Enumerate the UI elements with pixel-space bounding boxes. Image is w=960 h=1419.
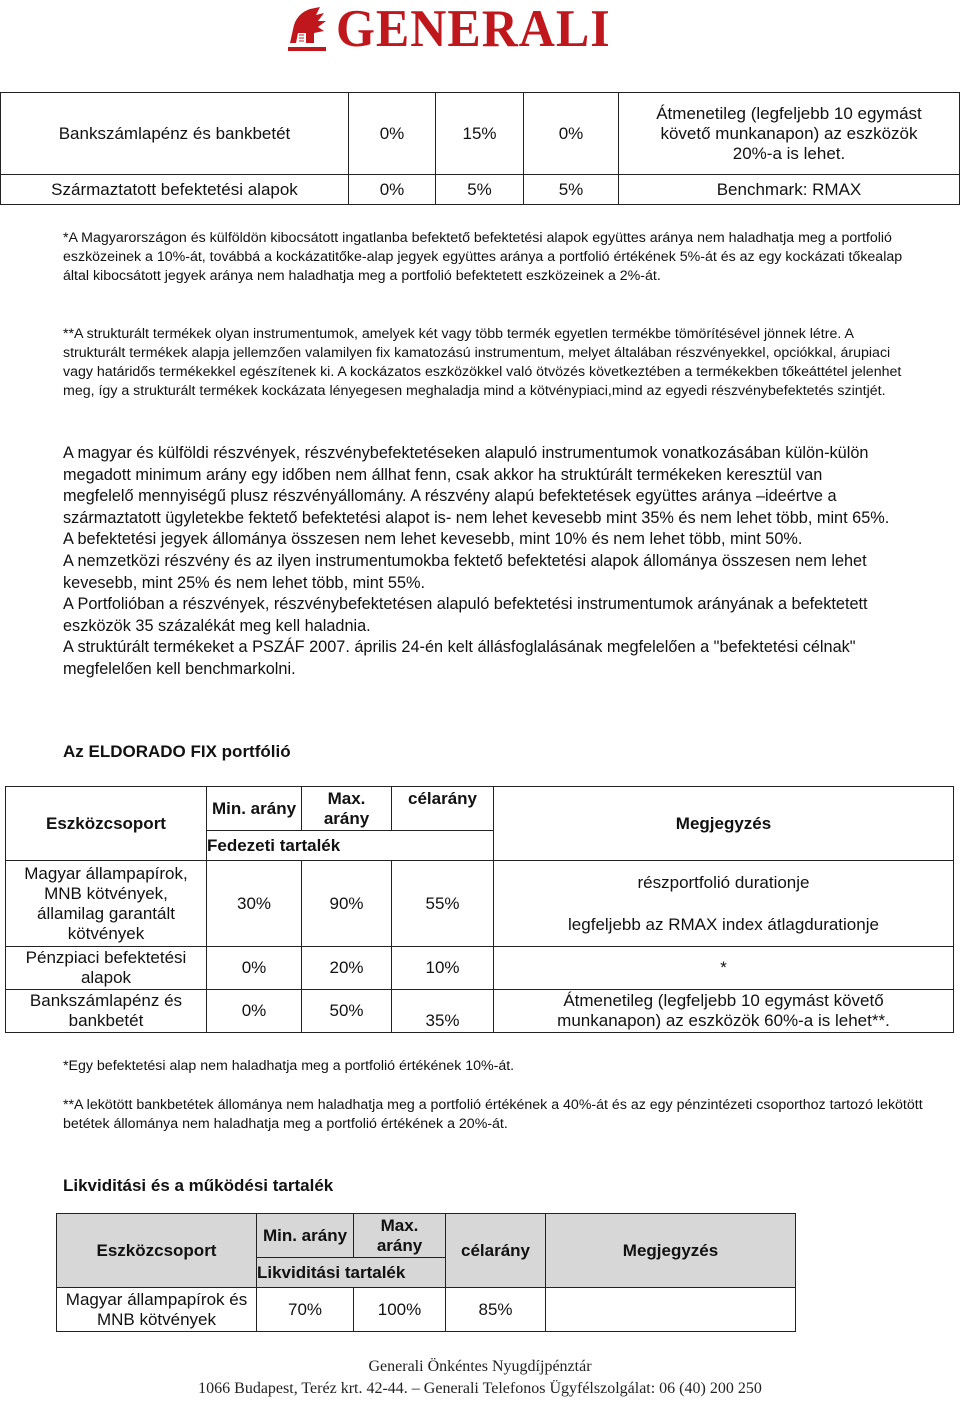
min-value: 70% [257, 1288, 354, 1332]
target-value: 0% [524, 93, 619, 175]
paragraph: A befektetési jegyek állománya összesen nem lehet kevesebb, mint 10% és nem lehet több, mint 50%. [63, 530, 803, 549]
max-value: 15% [436, 93, 524, 175]
brand-name: GENERALI [336, 0, 611, 58]
header-note: Megjegyzés [494, 787, 954, 861]
table-row [1, 93, 960, 175]
note-text: * [494, 947, 954, 990]
header-target: célarány [392, 787, 494, 831]
section-heading-eldorado: Az ELDORADO FIX portfólió [63, 742, 291, 761]
min-value: 0% [349, 175, 436, 205]
note-line: részportfolió durationje [637, 872, 810, 892]
asset-name: Bankszámlapénz és bankbetét [6, 990, 207, 1033]
min-value: 0% [207, 947, 302, 990]
investment-rules [63, 443, 893, 681]
target-value: 85% [446, 1288, 546, 1332]
max-value: 50% [302, 990, 392, 1033]
max-value: 20% [302, 947, 392, 990]
header-target: célarány [446, 1214, 546, 1288]
asset-name: Pénzpiaci befektetési alapok [6, 947, 207, 990]
asset-name: Magyar állampapírok és MNB kötvények [57, 1288, 257, 1332]
eldorado-table [5, 786, 954, 1033]
footnote-double-star: **A lekötött bankbetétek állománya nem haladhatja meg a portfolió értékének a 40%-át és az egy pénzintézeti csoporthoz tartozó lekötött betétek állománya nem haladhatja meg a portfolió értékének a 20%-át. [63, 1097, 923, 1132]
target-value: 55% [392, 861, 494, 947]
table-row [6, 990, 954, 1033]
paragraph: A nemzetközi részvény és az ilyen instrumentumokba fektető befektetési alapok állománya összesen nem lehet kevesebb, mint 25% és nem lehet több, mint 55%. [63, 551, 867, 592]
table-row [1, 175, 960, 205]
asset-name: Bankszámlapénz és bankbetét [1, 93, 349, 175]
footer-organization: Generali Önkéntes Nyugdíjpénztár [368, 1358, 592, 1375]
section-label: Fedezeti tartalék [207, 831, 494, 861]
header-max: Max. arány [302, 787, 392, 831]
section-label: Likviditási tartalék [257, 1258, 446, 1288]
target-value: 10% [392, 947, 494, 990]
footnote-double-star: **A strukturált termékek olyan instrumentumok, amelyek két vagy több termék egyetlen termékbe tömörítésével jönnek létre. A strukturált termékek alapja jellemzően valamilyen fix kamatozású instrumentum, melyet általában részvényekkel, opciókkal, árupiaci vagy határidős termékekkel egészítenek ki. A kockázatos eszközökkel való ötvözés következtében a termékekben tőkeáttétel jelenhet meg, így a strukturált termékek kockázata lényegesen meghaladja mind a kötvénypiaci,mind az egyedi részvénybefektetés szintjét. [63, 326, 902, 399]
note-cell [494, 861, 954, 947]
min-value: 0% [207, 990, 302, 1033]
note-text: Átmenetileg (legfeljebb 10 egymást követő munkanapon) az eszközök 60%-a is lehet**. [494, 990, 954, 1033]
winged-lion-icon [284, 3, 330, 53]
header-group: Eszközcsoport [6, 787, 207, 861]
table-row [6, 861, 954, 947]
table-row [6, 947, 954, 990]
paragraph: A Portfolióban a részvények, részvénybefektetésen alapuló befektetési instrumentumok arányának a befektetett eszközök 35 százalékát meg kell haladnia. [63, 595, 868, 635]
note-text: Átmenetileg (legfeljebb 10 egymást követő munkanapon) az eszközök 20%-a is lehet. [619, 93, 960, 175]
generali-logo [284, 0, 611, 56]
note-line: legfeljebb az RMAX index átlagdurationje [568, 914, 879, 934]
note-text: Benchmark: RMAX [619, 175, 960, 205]
max-value: 90% [302, 861, 392, 947]
min-value: 0% [349, 93, 436, 175]
paragraph: A struktúrált termékeket a PSZÁF 2007. április 24-én kelt állásfoglalásának megfelelően a "befektetési célnak" megfelelően kell benchmarkolni. [63, 638, 856, 678]
header-group: Eszközcsoport [57, 1214, 257, 1288]
paragraph: A magyar és külföldi részvények, részvénybefektetéseken alapuló instrumentumok vonatkozásában külön-külön megadott minimum arány egy időben nem állhat fenn, csak akkor ha struktúrált termékeken keresztül van megfelelő mennyiségű plusz részvényállomány. A részvény alapú befektetések együttes aránya –ideértve a származtatott ügyletekbe fektető befektetési alapot is- nem lehet kevesebb mint 35% és nem lehet több, mint 65%. [63, 444, 890, 527]
table-header-row [6, 787, 954, 831]
target-value: 35% [392, 990, 494, 1033]
liquidity-table [56, 1213, 796, 1332]
table-row [57, 1288, 796, 1332]
footnote-star: *A Magyarországon és külföldön kibocsátott ingatlanba befektető befektetési alapok együttes aránya nem haladhatja meg a portfolió eszközeinek a 10%-át, továbbá a kockázatitőke-alap jegyek együttes aránya a portfolió értékének 5%-át és az egy kockázati tőkealap által kibocsátott jegyek aránya nem haladhatja meg a portfolió befektetett eszközeinek a 2%-át. [63, 230, 903, 284]
asset-name: Származtatott befektetési alapok [1, 175, 349, 205]
section-heading-liquidity: Likviditási és a működési tartalék [63, 1176, 334, 1195]
note-text [546, 1288, 796, 1332]
asset-name: Magyar állampapírok, MNB kötvények, államilag garantált kötvények [6, 861, 207, 947]
max-value: 100% [354, 1288, 446, 1332]
max-value: 5% [436, 175, 524, 205]
header-min: Min. arány [207, 787, 302, 831]
table-header-row [57, 1214, 796, 1258]
header-min: Min. arány [257, 1214, 354, 1258]
asset-table-continued [0, 92, 960, 205]
header-max: Max. arány [354, 1214, 446, 1258]
min-value: 30% [207, 861, 302, 947]
header-note: Megjegyzés [546, 1214, 796, 1288]
target-value: 5% [524, 175, 619, 205]
footnote-star: *Egy befektetési alap nem haladhatja meg a portfolió értékének 10%-át. [63, 1058, 515, 1074]
footer-contact: 1066 Budapest, Teréz krt. 42-44. – Generali Telefonos Ügyfélszolgálat: 06 (40) 200 250 [198, 1380, 762, 1397]
